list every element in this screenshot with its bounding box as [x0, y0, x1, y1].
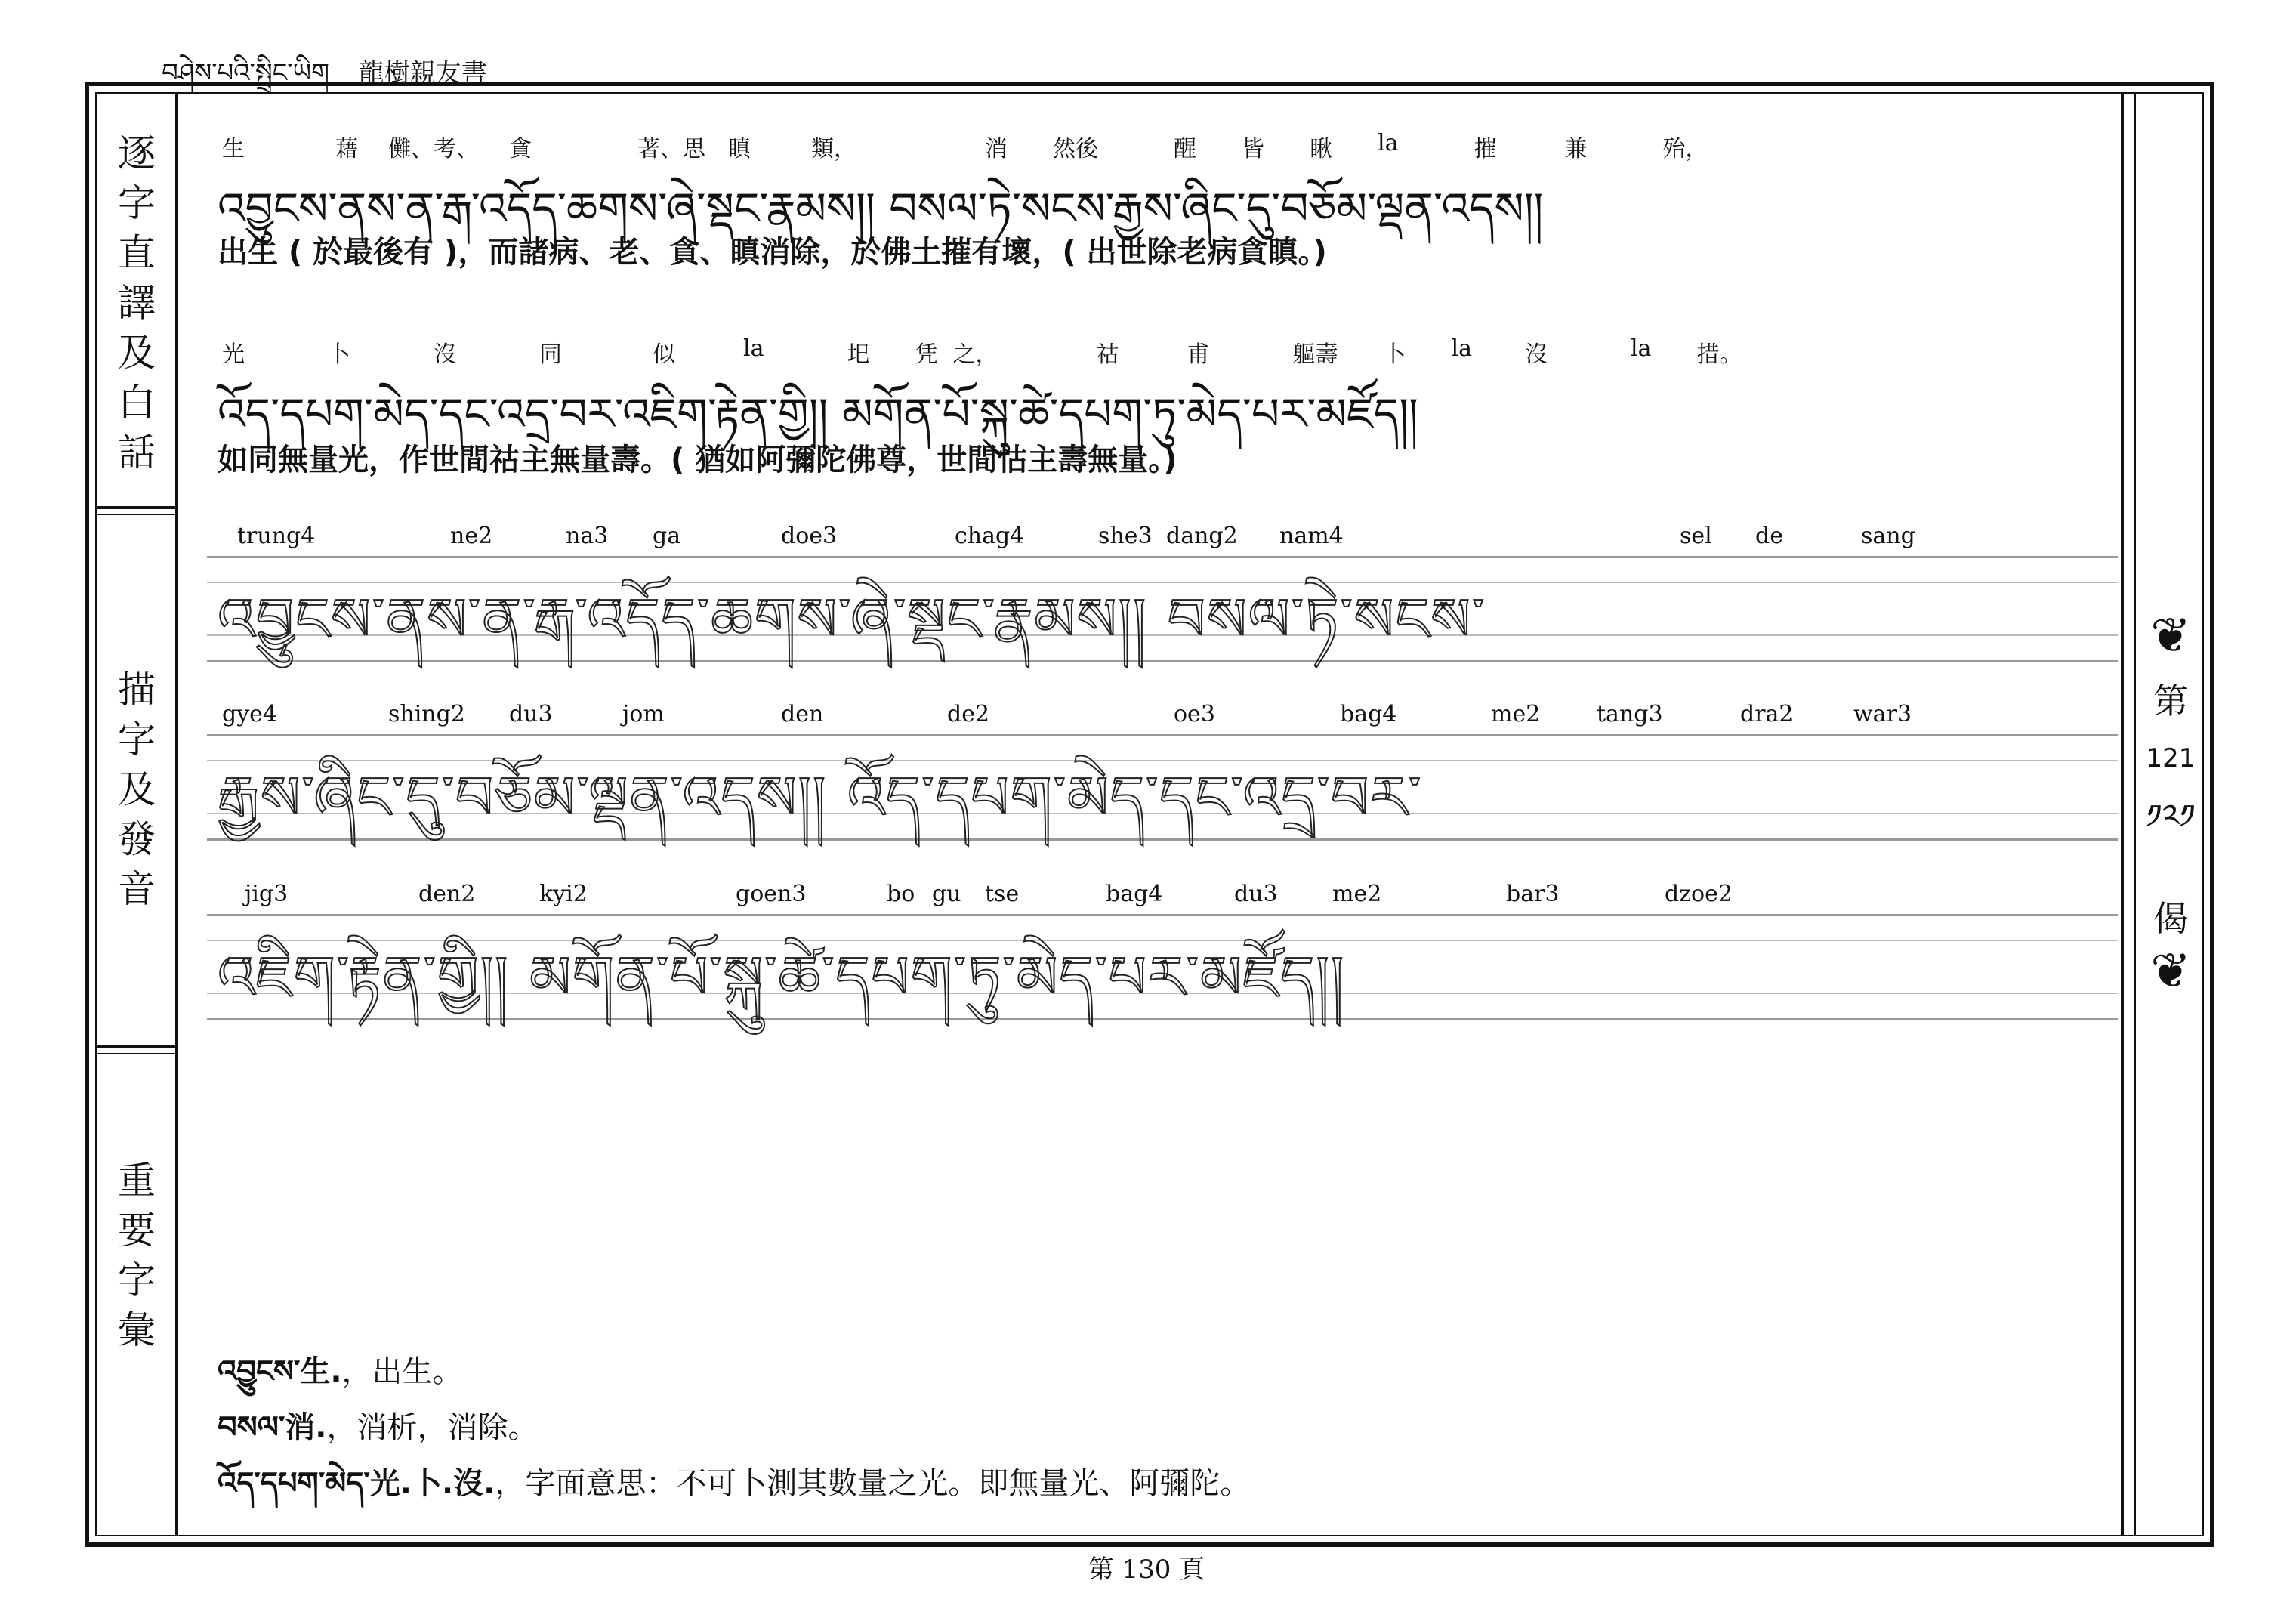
- content-area: [181, 92, 2134, 1536]
- pronunciation-label: dra2: [1740, 701, 1794, 727]
- pronunciation-label: de2: [947, 701, 990, 727]
- pronunciation-label: goen3: [736, 881, 807, 907]
- vocab-definition: ，消析，消除。: [326, 1410, 539, 1445]
- gloss-word: la: [1451, 335, 1472, 362]
- section-label-char: 要: [118, 1209, 156, 1252]
- gloss-word: 卜: [328, 341, 350, 368]
- gloss-word: 兼: [1564, 136, 1588, 162]
- gloss-word: 皆: [1242, 136, 1264, 162]
- section-label-tracing: [95, 665, 178, 914]
- gloss-word: 光: [222, 341, 245, 368]
- tibetan-verse-line-2: འོད་དཔག་མེད་དང་འདྲ་བར་འཇིག་རྟེན་གྱི།། མགོན་པོ་སྐུ་ཚེ་དཔག་ཏུ་མེད་པར་མཛོད།།: [218, 388, 1418, 440]
- gloss-word: 沒: [1524, 341, 1548, 368]
- pronunciation-label: kyi2: [539, 881, 588, 907]
- pronunciation-row: [207, 701, 2118, 730]
- pronunciation-label: shing2: [388, 701, 465, 727]
- pronunciation-label: den: [781, 701, 824, 727]
- pronunciation-label: sang: [1861, 523, 1915, 549]
- tracing-text: འཇིག་རྟེན་གྱི།། མགོན་པོ་སྐུ་ཚེ་དཔག་ཏུ་མེད་པར་མཛོད།།: [218, 944, 1346, 1012]
- ornament-top-icon: ❦: [2150, 608, 2191, 664]
- pronunciation-row: [207, 523, 2118, 551]
- pronunciation-label: ne2: [450, 523, 493, 549]
- gloss-word: 凭: [915, 341, 938, 368]
- pronunciation-label: bar3: [1506, 881, 1560, 907]
- vocab-definition: ，字面意思：不可卜測其數量之光。即無量光、阿彌陀。: [495, 1466, 1251, 1501]
- pronunciation-label: tse: [985, 881, 1020, 907]
- section-divider: [95, 1045, 178, 1048]
- tibetan-verse-line-1: འབྱུངས་ནས་ན་རྒ་འདོད་ཆགས་ཞེ་སྡང་རྣམས།། བསལ་ཏེ་སངས་རྒྱས་ཞིང་དུ་བཅོམ་ལྡན་འདས།།: [218, 183, 1544, 234]
- gloss-word: 生: [222, 136, 245, 162]
- gloss-word: 同: [539, 341, 562, 368]
- section-divider: [95, 1053, 178, 1054]
- pronunciation-label: na3: [566, 523, 609, 549]
- gloss-word: 圯: [847, 341, 870, 368]
- gloss-word: la: [1630, 335, 1652, 362]
- gloss-word: 甫: [1187, 341, 1210, 368]
- gloss-word: 卜: [1383, 341, 1406, 368]
- pronunciation-label: dzoe2: [1665, 881, 1733, 907]
- gloss-word: 沒: [434, 341, 456, 368]
- ornament-bottom-icon: ❦: [2150, 943, 2191, 999]
- pronunciation-label: jig3: [245, 881, 289, 907]
- gloss-word: la: [1378, 130, 1399, 156]
- gloss-word: 消: [985, 136, 1008, 162]
- gloss-word: 類，: [811, 136, 856, 162]
- vocab-term: འབྱུངས་生.: [218, 1354, 342, 1389]
- pronunciation-label: bag4: [1106, 881, 1163, 907]
- section-label-char: 音: [118, 867, 156, 911]
- gloss-line-1: [222, 130, 2004, 163]
- gloss-word: 之，: [952, 341, 998, 368]
- section-label-char: 發: [118, 817, 156, 861]
- pronunciation-label: du3: [509, 701, 553, 727]
- vocab-term: འོད་དཔག་མེད་光.卜.沒.: [218, 1466, 495, 1501]
- pronunciation-label: tang3: [1597, 701, 1663, 727]
- pronunciation-label: me2: [1491, 701, 1541, 727]
- page-number: 第 130 頁: [1088, 1555, 1205, 1585]
- section-label-translation: [95, 128, 178, 477]
- gloss-word: 措。: [1696, 341, 1742, 368]
- section-label-char: 字: [118, 718, 156, 761]
- verse-number-column: [2137, 92, 2204, 1536]
- pronunciation-label: dang2: [1166, 523, 1238, 549]
- section-label-char: 字: [118, 1258, 156, 1302]
- pronunciation-label: doe3: [781, 523, 838, 549]
- gloss-word: la: [743, 335, 764, 362]
- gloss-word: 貪: [509, 136, 532, 162]
- verse-number: 121: [2146, 743, 2196, 773]
- section-label-char: 直: [118, 231, 156, 275]
- pronunciation-label: bo: [887, 881, 915, 907]
- section-label-char: 逐: [118, 131, 156, 175]
- pronunciation-label: gye4: [222, 701, 277, 727]
- pronunciation-label: jom: [622, 701, 665, 727]
- tracing-text: འབྱུངས་ནས་ན་རྒ་འདོད་ཆགས་ཞེ་སྡང་རྣམས།། བསལ་ཏེ་སངས་: [218, 586, 1486, 654]
- gloss-word: 藉: [335, 136, 358, 162]
- gloss-word: 瞋: [728, 136, 751, 162]
- chinese-translation-line-2: 如同無量光，作世間祜主無量壽。( 猶如阿彌陀佛尊，世間怙主壽無量。): [218, 443, 1177, 477]
- chinese-translation-line-1: 出生 ( 於最後有 )，而諸病、老、貪、瞋消除，於佛土摧有壞，( 出世除老病貪瞋。): [218, 235, 1327, 270]
- verse-number-tibetan: ༡༢༡: [2146, 798, 2196, 836]
- pronunciation-label: chag4: [955, 523, 1025, 549]
- pronunciation-label: gu: [932, 881, 961, 907]
- section-label-char: 彙: [118, 1308, 156, 1352]
- pronunciation-label: ga: [653, 523, 681, 549]
- vocab-term: བསལ་消.: [218, 1410, 327, 1445]
- pronunciation-label: de: [1755, 523, 1783, 549]
- right-column-divider-inner: [2134, 92, 2136, 1536]
- vocab-entry: [218, 1449, 2106, 1534]
- gloss-word: 殆，: [1662, 136, 1708, 162]
- section-label-char: 字: [118, 181, 156, 225]
- section-label-char: 話: [118, 431, 156, 474]
- chinese-title: 龍樹親友書: [358, 58, 487, 88]
- pronunciation-label: sel: [1680, 523, 1712, 549]
- pronunciation-label: du3: [1234, 881, 1278, 907]
- gloss-word: 摧: [1474, 136, 1497, 162]
- section-label-vocabulary: [95, 1156, 178, 1355]
- verse-di: 第: [2153, 681, 2188, 721]
- gloss-word: 軀壽: [1292, 341, 1338, 368]
- gloss-word: 似: [653, 341, 675, 368]
- tracing-row-2: [207, 701, 2118, 860]
- section-label-char: 描: [118, 668, 156, 712]
- gloss-word: 然後: [1053, 136, 1098, 162]
- pronunciation-row: [207, 881, 2118, 909]
- pronunciation-label: me2: [1332, 881, 1382, 907]
- pronunciation-label: she3: [1098, 523, 1153, 549]
- gloss-word: 瞅: [1310, 136, 1332, 162]
- pronunciation-label: war3: [1853, 701, 1912, 727]
- gloss-word: 祜: [1096, 341, 1119, 368]
- gloss-word: 儺、考、: [388, 136, 479, 162]
- gloss-word: 著、思: [637, 136, 705, 162]
- pronunciation-label: bag4: [1340, 701, 1397, 727]
- vocab-definition: ，出生。: [341, 1354, 463, 1389]
- section-divider: [95, 514, 178, 515]
- gloss-line-2: [222, 335, 2004, 369]
- section-label-char: 及: [118, 331, 156, 375]
- section-label-char: 及: [118, 767, 156, 811]
- pronunciation-label: trung4: [237, 523, 316, 549]
- tibetan-title: བཤེས་པའི་སྤྲིང་ཡིག: [162, 58, 330, 88]
- verse-ji: 偈: [2153, 898, 2188, 939]
- section-label-char: 重: [118, 1159, 156, 1203]
- tracing-row-3: [207, 881, 2118, 1039]
- tracing-text: རྒྱས་ཞིང་དུ་བཅོམ་ལྡན་འདས།། འོད་དཔག་མེད་དང་འདྲ་བར་: [218, 764, 1423, 832]
- gloss-word: 醒: [1174, 136, 1196, 162]
- tracing-row-1: [207, 523, 2118, 681]
- section-label-char: 白: [118, 381, 156, 425]
- pronunciation-label: nam4: [1279, 523, 1344, 549]
- pronunciation-label: den2: [418, 881, 476, 907]
- section-divider: [95, 506, 178, 509]
- section-label-char: 譯: [118, 281, 156, 325]
- pronunciation-label: oe3: [1174, 701, 1215, 727]
